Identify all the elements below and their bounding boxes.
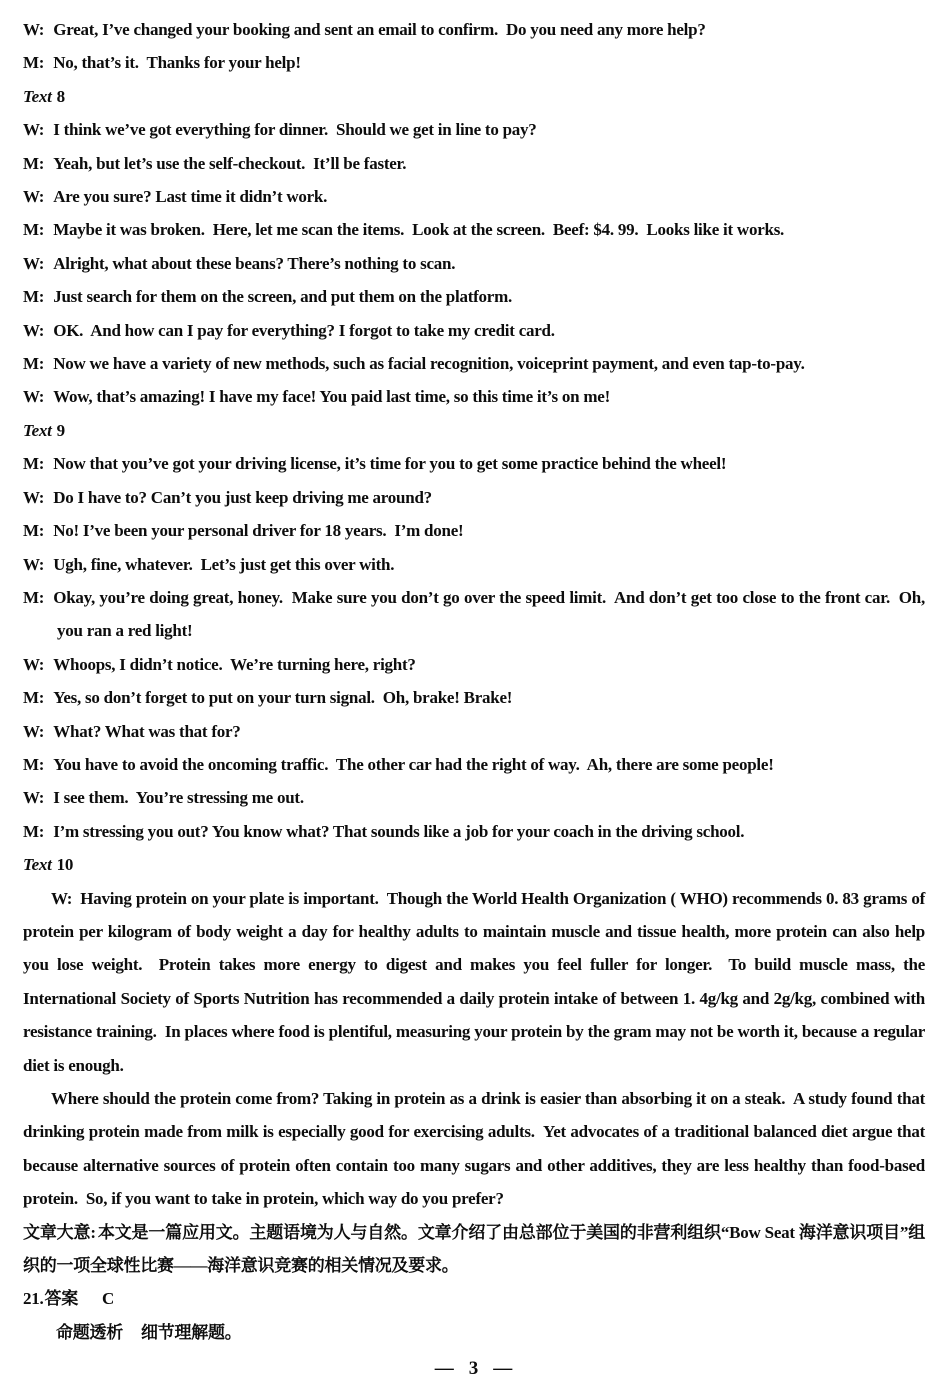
analysis-line — [23, 1316, 925, 1349]
dialogue-text: Now we have a variety of new methods, such as facial recognition, voiceprint payment, and even tap-to-pay. — [53, 354, 805, 374]
dialogue-line — [23, 781, 925, 814]
heading-word: Text — [23, 855, 52, 875]
dialogue-line — [23, 347, 925, 380]
answer-number: 21. — [23, 1289, 44, 1309]
speaker-label: W: — [51, 888, 73, 908]
dialogue-text: Yeah, but let’s use the self-checkout. It’ll be faster. — [53, 153, 407, 173]
dialogue-text: No! I’ve been your personal driver for 18 years. I’m done! — [53, 521, 464, 541]
summary-label: 文章大意: — [23, 1222, 96, 1242]
monologue-paragraph — [23, 1082, 925, 1216]
text-section-heading — [23, 848, 925, 881]
dialogue-line — [23, 213, 925, 246]
speaker-label: M: — [23, 354, 45, 374]
page-number — [23, 1354, 925, 1384]
speaker-label: M: — [23, 821, 45, 841]
speaker-label: M: — [23, 454, 45, 474]
dialogue-line — [23, 481, 925, 514]
speaker-label: W: — [23, 387, 45, 407]
dialogue-text: Alright, what about these beans? There’s nothing to scan. — [53, 253, 456, 273]
answer-value: C — [102, 1289, 115, 1309]
speaker-label: M: — [23, 153, 45, 173]
page-number-value: 3 — [468, 1358, 480, 1380]
monologue-paragraph — [23, 882, 925, 1082]
dialogue-text: OK. And how can I pay for everything? I forgot to take my credit card. — [53, 320, 555, 340]
dialogue-text: I see them. You’re stressing me out. — [53, 788, 304, 808]
dialogue-text: Do I have to? Can’t you just keep driving me around? — [53, 487, 432, 507]
speaker-label: W: — [23, 654, 45, 674]
text-section-heading — [23, 414, 925, 447]
dialogue-text: I’m stressing you out? You know what? That sounds like a job for your coach in the driving school. — [53, 821, 745, 841]
dialogue-text: Great, I’ve changed your booking and sent an email to confirm. Do you need any more help? — [53, 20, 706, 39]
dialogue-text: Yes, so don’t forget to put on your turn signal. Oh, brake! Brake! — [53, 688, 513, 708]
speaker-label: W: — [23, 788, 45, 808]
summary-text: 本文是一篇应用文。主题语境为人与自然。文章介绍了由总部位于美国的非营利组织“Bow Seat 海洋意识项目”组织的一项全球性比赛——海洋意识竞赛的相关情况及要求。 — [23, 1222, 925, 1276]
dialogue-line — [23, 648, 925, 681]
speaker-label: M: — [23, 287, 45, 307]
dialogue-text: Just search for them on the screen, and put them on the platform. — [53, 287, 513, 307]
answer-label: 答案 — [44, 1289, 78, 1309]
speaker-label: W: — [23, 253, 45, 273]
heading-number: 8 — [56, 86, 65, 106]
dialogue-line — [23, 314, 925, 347]
dialogue-text: Ugh, fine, whatever. Let’s just get this over with. — [53, 554, 395, 574]
speaker-label: W: — [23, 187, 45, 207]
speaker-label: W: — [23, 721, 45, 741]
dialogue-text: Whoops, I didn’t notice. We’re turning here, right? — [53, 654, 416, 674]
dialogue-text: I think we’ve got everything for dinner. Should we get in line to pay? — [53, 120, 537, 140]
dialogue-text: Maybe it was broken. Here, let me scan the items. Look at the screen. Beef: $4. 99. Looks like it works. — [53, 220, 785, 240]
dialogue-line — [23, 715, 925, 748]
dialogue-line — [23, 548, 925, 581]
page-number-dash: — — [434, 1358, 455, 1380]
speaker-label: M: — [23, 688, 45, 708]
analysis-text: 细节理解题。 — [141, 1322, 242, 1342]
dialogue-line — [23, 46, 925, 79]
dialogue-line — [23, 147, 925, 180]
speaker-label: M: — [23, 754, 45, 774]
speaker-label: W: — [23, 20, 45, 39]
speaker-label: M: — [23, 220, 45, 240]
answer-line — [23, 1282, 925, 1315]
paragraph-text: Having protein on your plate is important. Though the World Health Organization ( WHO) recommends 0. 83 grams of protein per kilogram of body weight a day for healthy adults to maintain muscle and tissue health, more protein can also help you lose weight. Protein takes more energy to digest and makes you feel fuller for longer. To build muscle mass, the International Society of Sports Nutrition has recommended a daily protein intake of between 1. 4g/kg and 2g/kg, combined with resistance training. In places where food is plentiful, measuring your protein by the gram may not be worth it, because a regular diet is enough. — [23, 888, 925, 1075]
dialogue-text: Wow, that’s amazing! I have my face! You paid last time, so this time it’s on me! — [53, 387, 610, 407]
dialogue-line — [23, 113, 925, 146]
speaker-label: M: — [23, 587, 45, 607]
dialogue-text: Okay, you’re doing great, honey. Make sure you don’t go over the speed limit. And don’t get too close to the front car. Oh, you ran a red light! — [53, 587, 925, 641]
page-number-dash: — — [493, 1358, 514, 1380]
speaker-label: W: — [23, 487, 45, 507]
speaker-label: W: — [23, 120, 45, 140]
passage-summary — [23, 1216, 925, 1283]
dialogue-line — [23, 581, 925, 648]
heading-word: Text — [23, 86, 52, 106]
dialogue-line — [23, 681, 925, 714]
dialogue-line — [23, 815, 925, 848]
dialogue-line — [23, 514, 925, 547]
speaker-label: M: — [23, 521, 45, 541]
analysis-label: 命题透析 — [56, 1322, 123, 1342]
heading-number: 9 — [56, 420, 65, 440]
dialogue-text: You have to avoid the oncoming traffic. The other car had the right of way. Ah, there are some people! — [53, 754, 774, 774]
dialogue-line — [23, 247, 925, 280]
speaker-label: W: — [23, 320, 45, 340]
dialogue-text: Are you sure? Last time it didn’t work. — [53, 187, 328, 207]
dialogue-line — [23, 380, 925, 413]
heading-word: Text — [23, 420, 52, 440]
dialogue-line — [23, 180, 925, 213]
dialogue-line — [23, 447, 925, 480]
heading-number: 10 — [56, 855, 74, 875]
dialogue-line — [23, 13, 925, 46]
speaker-label: M: — [23, 53, 45, 73]
dialogue-text: What? What was that for? — [53, 721, 241, 741]
dialogue-line — [23, 280, 925, 313]
paragraph-text: Where should the protein come from? Taking in protein as a drink is easier than absorbing it on a steak. A study found that drinking protein made from milk is especially good for exercising adults. Yet advocates of a traditional balanced diet argue that because alternative sources of protein often contain too many sugars and other additives, they are less healthy than food-based protein. So, if you want to take in protein, which way do you prefer? — [23, 1089, 925, 1209]
text-section-heading — [23, 80, 925, 113]
speaker-label: W: — [23, 554, 45, 574]
dialogue-line — [23, 748, 925, 781]
dialogue-text: Now that you’ve got your driving license, it’s time for you to get some practice behind the wheel! — [53, 454, 727, 474]
dialogue-text: No, that’s it. Thanks for your help! — [53, 53, 301, 73]
